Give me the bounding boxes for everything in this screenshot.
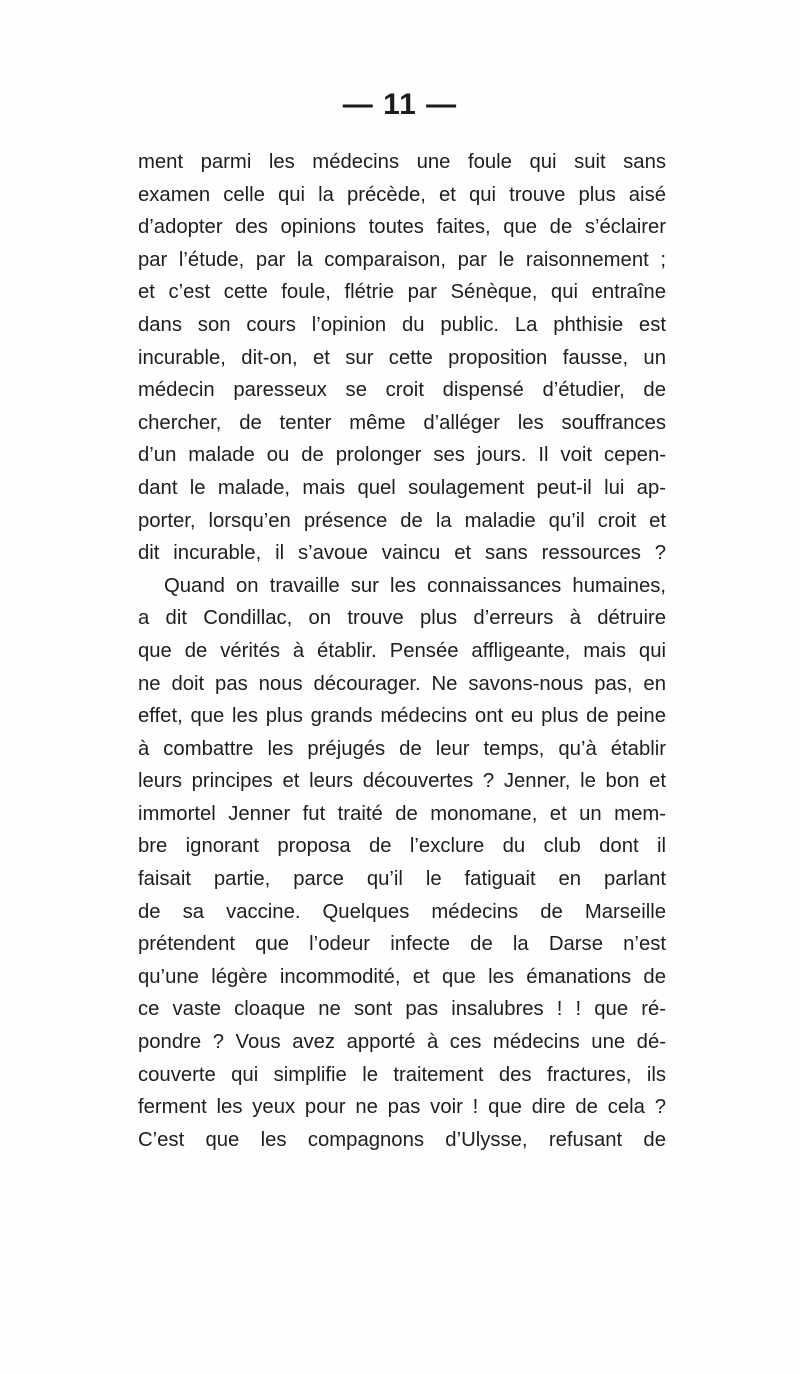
text-line: et c’est cette foule, flétrie par Sénèque, qui entraîne bbox=[138, 281, 666, 304]
text-line: couverte qui simplifie le traitement des fractures, ils bbox=[138, 1063, 666, 1086]
text-line: leurs principes et leurs découvertes ? Jenner, le bon et bbox=[138, 770, 666, 793]
text-line: que de vérités à établir. Pensée affligeante, mais qui bbox=[138, 639, 666, 662]
text-line: médecin paresseux se croit dispensé d’étudier, de bbox=[138, 379, 666, 402]
text-line: dans son cours l’opinion du public. La phthisie est bbox=[138, 313, 666, 336]
text-line: d’un malade ou de prolonger ses jours. Il voit cepen- bbox=[138, 444, 666, 467]
text-line: immortel Jenner fut traité de monomane, et un mem- bbox=[138, 802, 666, 825]
text-line: bre ignorant proposa de l’exclure du club dont il bbox=[138, 835, 666, 858]
text-line: de sa vaccine. Quelques médecins de Marseille bbox=[138, 900, 666, 923]
text-line: pondre ? Vous avez apporté à ces médecins une dé- bbox=[138, 1031, 666, 1054]
text-line: incurable, dit-on, et sur cette proposition fausse, un bbox=[138, 346, 666, 369]
body-text bbox=[138, 146, 666, 1156]
text-line: examen celle qui la précède, et qui trouve plus aisé bbox=[138, 183, 666, 206]
text-line: dit incurable, il s’avoue vaincu et sans ressources ? bbox=[138, 542, 666, 565]
text-line: porter, lorsqu’en présence de la maladie qu’il croit et bbox=[138, 509, 666, 532]
text-line: qu’une légère incommodité, et que les émanations de bbox=[138, 965, 666, 988]
text-line: a dit Condillac, on trouve plus d’erreurs à détruire bbox=[138, 607, 666, 630]
text-line: ne doit pas nous décourager. Ne savons-nous pas, en bbox=[138, 672, 666, 695]
text-line: ment parmi les médecins une foule qui suit sans bbox=[138, 151, 666, 173]
text-line: ferment les yeux pour ne pas voir ! que dire de cela ? bbox=[138, 1096, 666, 1119]
text-line: faisait partie, parce qu’il le fatiguait en parlant bbox=[138, 868, 666, 891]
text-line: à combattre les préjugés de leur temps, qu’à établir bbox=[138, 737, 666, 760]
text-line: C’est que les compagnons d’Ulysse, refusant de bbox=[138, 1128, 666, 1151]
text-line: dant le malade, mais quel soulagement peut-il lui ap- bbox=[138, 476, 666, 499]
text-line: par l’étude, par la comparaison, par le raisonnement ; bbox=[138, 248, 666, 271]
text-line: effet, que les plus grands médecins ont eu plus de peine bbox=[138, 705, 666, 728]
paragraph-start-line: Quand on travaille sur les connaissances humaines, bbox=[164, 574, 666, 597]
text-line: prétendent que l’odeur infecte de la Darse n’est bbox=[138, 933, 666, 956]
text-line: ce vaste cloaque ne sont pas insalubres ! ! que ré- bbox=[138, 998, 666, 1021]
text-line: d’adopter des opinions toutes faites, que de s’éclairer bbox=[138, 216, 666, 239]
page-number: — 11 — bbox=[342, 88, 458, 121]
text-line: chercher, de tenter même d’alléger les souffrances bbox=[138, 411, 666, 434]
